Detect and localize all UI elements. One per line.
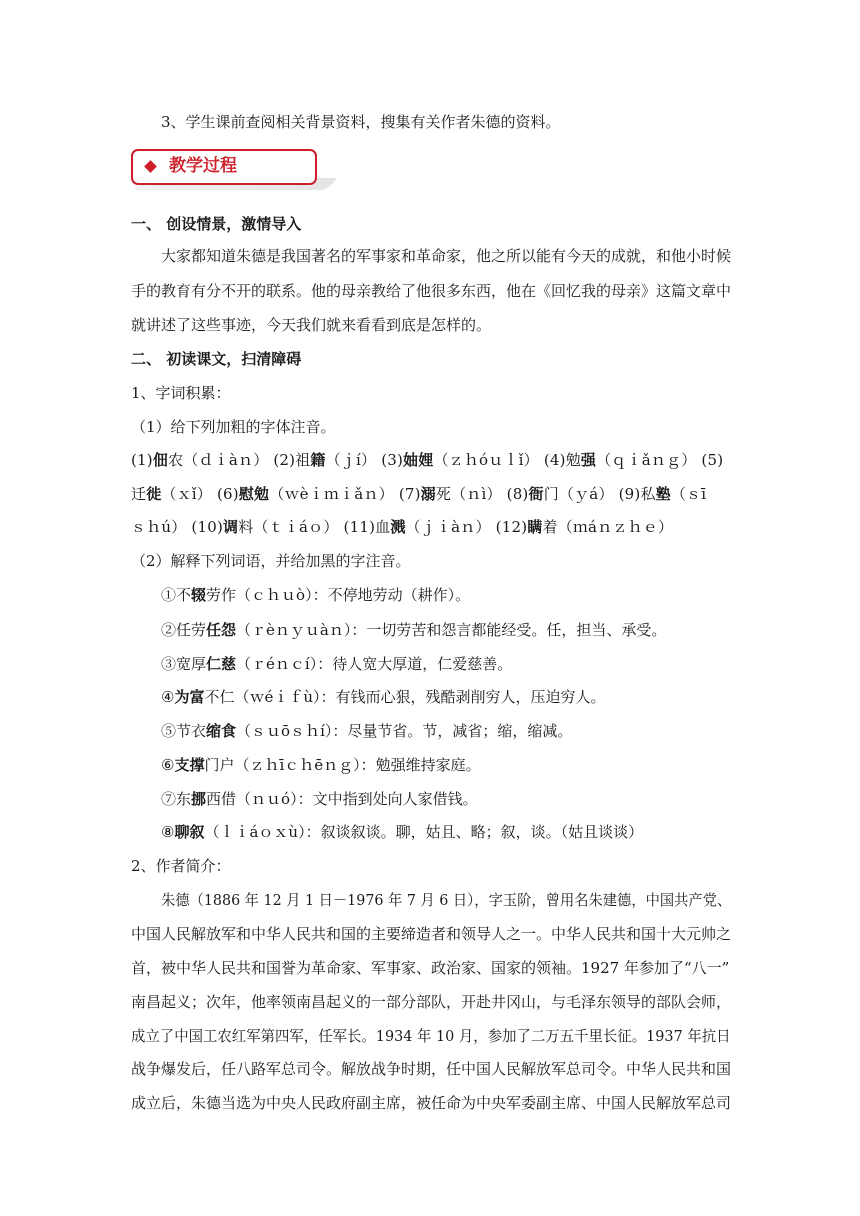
text-span: ①不 [161, 586, 192, 604]
text-span: 着（ｍáｎｚｈｅ） [542, 518, 674, 536]
part1-heading: 一、 创设情景，激情导入 [131, 215, 302, 233]
bio-line: 战争爆发后，任八路军总司令。解放战争时期，任中国人民解放军总司令。中华人民共和国 [131, 1060, 732, 1078]
text-span: 死（ｎì） (8) [435, 485, 529, 503]
question-1: （1）给下列加粗的字体注音。 [131, 418, 336, 436]
text-span: （ｊｉàｎ） (12) [405, 518, 528, 536]
part1-paragraph-line: 手的教育有分不开的联系。他的母亲教给了他很多东西，他在《回忆我的母亲》这篇文章中 [131, 282, 732, 300]
text-span: （ｓī [670, 485, 707, 503]
bio-line: 中国人民解放军和中华人民共和国的主要缔造者和领导人之一。中华人民共和国十大元帅之 [131, 925, 732, 943]
bold-char: 瞒 [527, 518, 543, 536]
text-span: (1) [131, 451, 153, 469]
bold-char: 缩食 [206, 722, 237, 740]
text-span: ⑦东 [161, 790, 192, 808]
text-span: 迁 [131, 485, 147, 503]
definition-item [161, 721, 572, 741]
bio-line: 成立了中国工农红军第四军，任军长。1934 年 10 月，参加了二万五千里长征。1937 年抗日 [131, 1027, 731, 1045]
bold-char: 塾 [655, 485, 671, 503]
bio-line: 首，被中华人民共和国誉为革命家、军事家、政治家、国家的领袖。1927 年参加了“八一” [131, 959, 730, 977]
text-span: （ｚｈóｕｌǐ） (4)勉 [433, 451, 581, 469]
text-span: ⑥ [161, 756, 175, 774]
vocab-subheading: 1、字词积累： [131, 384, 231, 402]
definition-item [161, 620, 666, 640]
definition-item [161, 755, 481, 775]
text-span: ④ [161, 688, 175, 706]
text-span: 西借（ｎｕó）：文中指到处向人家借钱。 [206, 790, 478, 808]
bold-char: 为富 [174, 688, 205, 706]
bold-char: 仁慈 [206, 655, 237, 673]
text-span: ⑧ [161, 823, 175, 841]
pinyin-line [131, 484, 706, 504]
bold-char: 慰勉 [238, 485, 270, 503]
pinyin-line [131, 517, 673, 537]
section-title: 教学过程 [169, 156, 237, 176]
bold-char: 溺 [420, 485, 436, 503]
author-subheading: 2、作者简介： [131, 857, 231, 875]
text-span: ｓｈú） (10) [131, 518, 224, 536]
pinyin-line [131, 450, 723, 470]
definition-item [161, 687, 606, 707]
bold-char: 挪 [191, 790, 207, 808]
bold-char: 溅 [390, 518, 406, 536]
text-span: （ｑｉǎｎｇ） (5) [596, 451, 724, 469]
definition-item [161, 654, 512, 674]
bold-char: 佃 [152, 451, 169, 469]
text-span: 不仁（ｗéｉｆù）：有钱而心狠，残酷剥削穷人，压迫穷人。 [204, 688, 606, 706]
bio-line: 南昌起义；次年，他率领南昌起义的一部分部队，开赴井冈山，与毛泽东领导的部队会师， [131, 993, 732, 1011]
text-span: （ｗèｉｍｉǎｎ） (7) [269, 485, 421, 503]
text-span: ③宽厚 [161, 655, 207, 673]
bold-char: 衙 [528, 485, 544, 503]
text-span: （ｓｕōｓｈí）：尽量节省。节，减省；缩，缩减。 [236, 722, 573, 740]
bio-line: 成立后，朱德当选为中央人民政府副主席，被任命为中央军委副主席、中国人民解放军总司 [131, 1094, 732, 1112]
definition-item [161, 585, 470, 605]
text-span: （ｌｉáｏｘù）：叙谈叙谈。聊，姑且、略；叙，谈。（姑且谈谈） [204, 823, 644, 841]
text-span: （ｒèｎｙｕàｎ）：一切劳苦和怨言都能经受。任，担当、承受。 [236, 621, 667, 639]
text-span: （ｊí） (3) [325, 451, 404, 469]
bold-char: 支撑 [174, 756, 205, 774]
text-span: 门户（ｚｈīｃｈēｎｇ）：勉强维持家庭。 [204, 756, 481, 774]
bio-line: 朱德（1886 年 12 月 1 日－1976 年 7 月 6 日），字玉阶，曾用名朱建德，中国共产党、 [161, 891, 732, 909]
definition-item [161, 789, 478, 809]
part1-paragraph-line: 大家都知道朱德是我国著名的军事家和革命家，他之所以能有今天的成就，和他小时候 [161, 247, 732, 265]
bold-char: 籍 [310, 451, 326, 469]
bold-char: 调 [223, 518, 239, 536]
text-span: 料（ｔｉáｏ） (11)血 [238, 518, 391, 536]
bold-char: 徙 [146, 485, 162, 503]
text-span: 劳作（ｃｈｕò）：不停地劳动（耕作）。 [206, 586, 471, 604]
part2-heading: 二、 初读课文，扫清障碍 [131, 350, 302, 368]
text-span: ⑤节衣 [161, 722, 207, 740]
question-2: （2）解释下列词语，并给加黑的字注音。 [131, 552, 411, 570]
text-span: （ｒéｎｃí）：待人宽大厚道，仁爱慈善。 [236, 655, 513, 673]
prep-item-3: 3、学生课前查阅相关背景资料，搜集有关作者朱德的资料。 [161, 113, 561, 131]
bold-char: 强 [580, 451, 597, 469]
bold-char: 任怨 [206, 621, 237, 639]
bold-char: 妯娌 [403, 451, 434, 469]
text-span: ②任劳 [161, 621, 207, 639]
text-span: 农（ｄｉàｎ） (2)祖 [168, 451, 311, 469]
bold-char: 聊叙 [174, 823, 205, 841]
part1-paragraph-line: 就讲述了这些事迹，今天我们就来看看到底是怎样的。 [131, 316, 492, 334]
definition-item [161, 822, 643, 842]
bold-char: 辍 [191, 586, 207, 604]
text-span: （ｘǐ） (6) [161, 485, 239, 503]
text-span: 门（ｙá） (9)私 [543, 485, 656, 503]
